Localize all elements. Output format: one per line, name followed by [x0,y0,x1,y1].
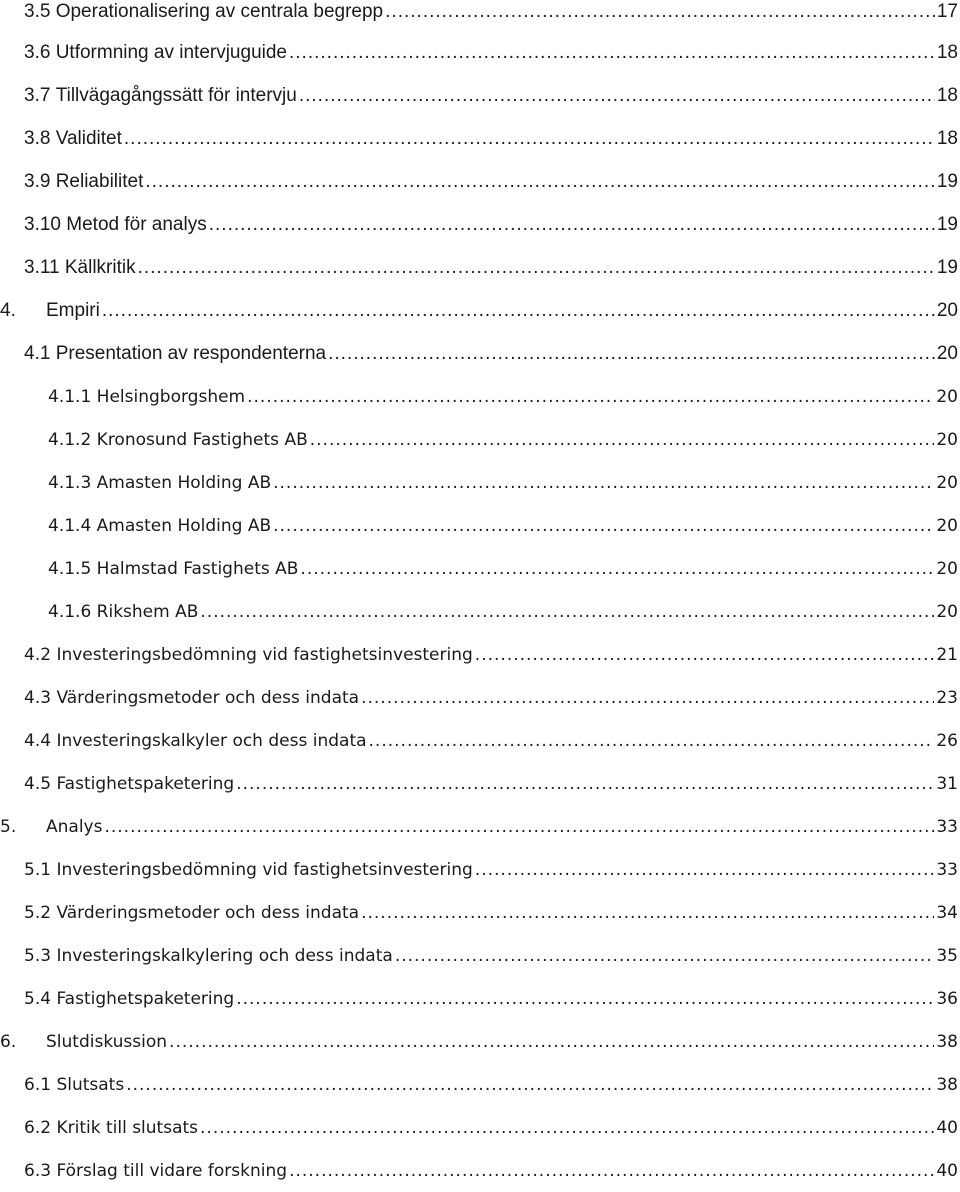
toc-number: 4.1.2 [48,430,92,450]
toc-entry-3-5[interactable] [24,0,960,27]
toc-number: 5.1 [24,860,52,880]
dot-leader [273,511,934,541]
dot-leader [289,1156,934,1186]
toc-entry-4-1-1[interactable] [48,382,960,412]
dot-leader [475,855,935,885]
dot-leader [273,468,934,498]
toc-entry-6[interactable] [0,1027,960,1057]
dot-leader [289,38,935,68]
toc-entry-4-1-4[interactable] [48,511,960,541]
toc-title: Rikshem AB [96,602,199,622]
toc-title: Investeringskalkyler och dess indata [56,731,367,751]
dot-leader [299,81,935,111]
toc-title: Slutdiskussion [46,1032,168,1052]
toc-number: 3.8 [24,128,51,149]
toc-number: 4.3 [24,688,52,708]
dot-leader [104,812,934,842]
toc-title: Utformning av intervjuguide [55,42,287,63]
dot-leader [310,425,935,455]
toc-page-number: 19 [936,257,958,278]
toc-title: Värderingsmetoder och dess indata [56,688,360,708]
toc-number: 6.1 [24,1075,52,1095]
dot-leader [328,339,935,369]
toc-number: 3.6 [24,42,51,63]
toc-page-number: 36 [936,989,958,1009]
toc-page-number: 20 [936,473,958,493]
toc-title: Kronosund Fastighets AB [96,430,308,450]
toc-page-number: 40 [936,1118,958,1138]
toc-number: 4.1.4 [48,516,92,536]
dot-leader [200,597,934,627]
toc-entry-4-1-3[interactable] [48,468,960,498]
dot-leader [124,124,935,154]
toc-entry-5-3[interactable] [24,941,960,971]
toc-title: Förslag till vidare forskning [56,1161,288,1181]
toc-page-number: 21 [936,645,958,665]
toc-entry-3-6[interactable] [24,38,960,68]
toc-title: Empiri [46,300,100,321]
dot-leader [361,683,934,713]
toc-number: 5.2 [24,903,52,923]
toc-page-number: 26 [936,731,958,751]
toc-number: 3.9 [24,171,51,192]
toc-title: Validitet [55,128,122,149]
dot-leader [395,941,935,971]
toc-number: 4.5 [24,774,52,794]
toc-number: 3.10 [24,214,61,235]
toc-page-number: 20 [936,300,958,321]
toc-title: Metod för analys [66,214,207,235]
toc-title: Investeringsbedömning vid fastighetsinvestering [56,645,473,665]
toc-number: 5.3 [24,946,52,966]
toc-title: Analys [46,817,103,837]
toc-number: 6. [0,1032,17,1052]
toc-entry-4-1-2[interactable] [48,425,960,455]
dot-leader [369,726,935,756]
toc-entry-3-7[interactable] [24,81,960,111]
toc-title: Helsingborgshem [96,387,246,407]
toc-page-number: 17 [936,1,958,22]
toc-page-number: 20 [936,343,958,364]
toc-number: 4.1.5 [48,559,92,579]
toc-title: Fastighetspaketering [56,774,235,794]
dot-leader [475,640,935,670]
toc-page-number: 33 [936,817,958,837]
toc-title: Källkritik [64,257,136,278]
toc-entry-4-4[interactable] [24,726,960,756]
toc-page-number: 33 [936,860,958,880]
toc-entry-5-4[interactable] [24,984,960,1014]
toc-title: Investeringskalkylering och dess indata [56,946,393,966]
toc-entry-6-2[interactable] [24,1113,960,1143]
toc-page-number: 18 [936,42,958,63]
toc-entry-3-11[interactable] [24,253,960,283]
toc-title: Operationalisering av centrala begrepp [55,1,384,22]
toc-page-number: 34 [936,903,958,923]
toc-entry-6-1[interactable] [24,1070,960,1100]
toc-entry-5-2[interactable] [24,898,960,928]
toc-entry-4-1-5[interactable] [48,554,960,584]
dot-leader [200,1113,934,1143]
toc-title: Presentation av respondenterna [55,343,327,364]
toc-page-number: 38 [936,1032,958,1052]
toc-title: Kritik till slutsats [56,1118,199,1138]
toc-entry-3-10[interactable] [24,210,960,240]
toc-title: Värderingsmetoder och dess indata [56,903,360,923]
toc-entry-4-5[interactable] [24,769,960,799]
toc-title: Fastighetspaketering [56,989,235,1009]
toc-entry-3-9[interactable] [24,167,960,197]
dot-leader [385,0,935,27]
dot-leader [236,984,934,1014]
toc-number: 5. [0,817,17,837]
toc-title: Tillvägagångssätt för intervju [55,85,297,106]
dot-leader [102,296,935,326]
toc-title: Amasten Holding AB [96,473,272,493]
toc-entry-4-2[interactable] [24,640,960,670]
toc-entry-5-1[interactable] [24,855,960,885]
toc-page-number: 31 [936,774,958,794]
dot-leader [209,210,935,240]
toc-title: Investeringsbedömning vid fastighetsinvestering [56,860,473,880]
toc-page-number: 40 [936,1161,958,1181]
toc-page-number: 38 [936,1075,958,1095]
toc-number: 4.1.1 [48,387,92,407]
dot-leader [145,167,935,197]
toc-title: Slutsats [56,1075,125,1095]
toc-number: 4. [0,300,16,321]
toc-number: 4.4 [24,731,52,751]
dot-leader [236,769,934,799]
toc-entry-4-3[interactable] [24,683,960,713]
toc-number: 3.7 [24,85,51,106]
toc-page-number: 35 [936,946,958,966]
toc-title: Halmstad Fastighets AB [96,559,299,579]
toc-title: Reliabilitet [55,171,144,192]
toc-entry-4-1[interactable] [24,339,960,369]
toc-page-number: 20 [936,430,958,450]
toc-page-number: 18 [936,85,958,106]
dot-leader [126,1070,934,1100]
toc-entry-3-8[interactable] [24,124,960,154]
toc-page-number: 18 [936,128,958,149]
toc-number: 6.2 [24,1118,52,1138]
toc-page-number: 20 [936,602,958,622]
toc-number: 4.1.3 [48,473,92,493]
toc-number: 4.1 [24,343,51,364]
toc-entry-4-1-6[interactable] [48,597,960,627]
dot-leader [247,382,934,412]
toc-entry-5[interactable] [0,812,960,842]
toc-title: Amasten Holding AB [96,516,272,536]
toc-number: 4.2 [24,645,52,665]
toc-entry-4[interactable] [0,296,960,326]
toc-number: 4.1.6 [48,602,92,622]
toc-number: 6.3 [24,1161,52,1181]
toc-number: 3.11 [24,257,60,278]
toc-number: 3.5 [24,1,51,22]
toc-page-number: 23 [936,688,958,708]
toc-entry-6-3[interactable] [24,1156,960,1186]
toc-page-number: 19 [936,171,958,192]
toc-page-number: 19 [936,214,958,235]
dot-leader [138,253,935,283]
dot-leader [300,554,934,584]
dot-leader [169,1027,934,1057]
toc-page-number: 20 [936,559,958,579]
toc-page-number: 20 [936,516,958,536]
toc-page-number: 20 [936,387,958,407]
toc-number: 5.4 [24,989,52,1009]
dot-leader [361,898,934,928]
